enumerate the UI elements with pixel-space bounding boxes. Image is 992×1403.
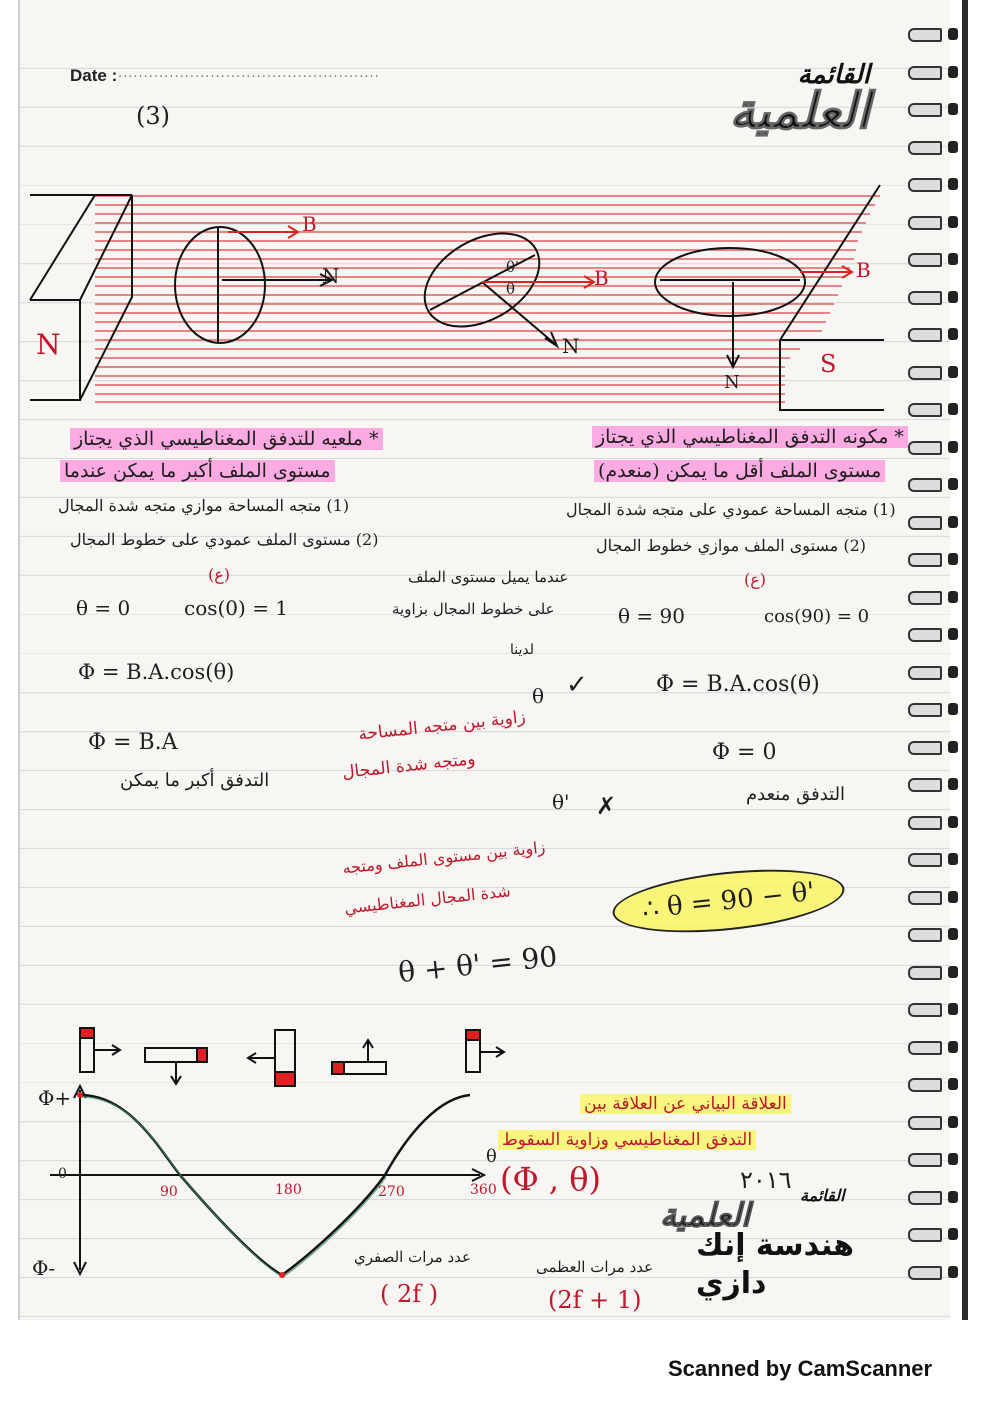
footer-brand-top: القائمة — [800, 1186, 845, 1205]
yellow-equation-dots: ∴ — [640, 892, 669, 925]
graph-axes — [50, 1086, 484, 1274]
graph-origin: 0 — [58, 1166, 67, 1182]
graph-caption-2: التدفق المغناطيسي وزاوية السقوط — [498, 1130, 756, 1150]
right-eq-flux: Φ = B.A.cos(θ) — [656, 672, 820, 697]
center-note-1: عندما يميل مستوى الملف — [408, 568, 569, 586]
footer-year: ٢٠١٦ — [740, 1166, 792, 1194]
brand-logo-top: القائمة — [797, 60, 870, 90]
left-point-2: (2) مستوى الملف عمودي على خطوط المجال — [70, 530, 379, 549]
graph-relation: (Φ , θ) — [500, 1160, 601, 1198]
left-eq-flux: Φ = B.A.cos(θ) — [78, 660, 235, 684]
vector-b-label-3: B — [856, 258, 871, 282]
right-heading-2: مستوى الملف أقل ما يمكن (منعدم) — [594, 460, 885, 482]
theta-correct-symbol: θ — [532, 684, 545, 708]
graph-tick-360: 360 — [470, 1182, 497, 1198]
vector-b-label-2: B — [594, 266, 609, 290]
right-heading-1: * مكونه التدفق المغناطيسي الذي يجتاز — [592, 426, 908, 448]
graph-tick-270: 270 — [378, 1184, 405, 1200]
camscanner-watermark: Scanned by CamScanner — [668, 1356, 933, 1381]
footer-eng-2: دازي — [696, 1266, 767, 1301]
angle-theta-label: θ — [506, 280, 516, 298]
date-label: Date : — [70, 66, 118, 85]
vector-n-label-1: N — [322, 264, 340, 288]
red-note-1: زاوية بين متجه المساحة — [357, 707, 527, 745]
right-result: التدفق منعدم — [746, 784, 846, 805]
red-note-2: ومتجه شدة المجال — [341, 749, 477, 783]
vector-n-label-2: N — [562, 334, 580, 358]
even-count-formula: ( 2f ) — [380, 1280, 439, 1308]
graph-tick-180: 180 — [275, 1182, 302, 1198]
south-pole-label: S — [820, 350, 837, 378]
left-eq-flux-max: Φ = B.A — [88, 730, 178, 755]
left-point-1: (1) متجه المساحة موازي متجه شدة المجال — [58, 496, 350, 515]
cross-mark-icon: ✗ — [596, 792, 617, 820]
left-heading-1: * ملعيه للتدفق المغناطيسي الذي يجتاز — [70, 428, 383, 450]
right-eq-cos: cos(90) = 0 — [764, 606, 870, 627]
odd-count-label: عدد مرات العظمى — [536, 1258, 654, 1276]
curve-min-dot — [279, 1272, 285, 1278]
graph-caption-1: العلاقة البياني عن العلاقة بين — [580, 1094, 791, 1114]
flux-curve-shadow — [82, 1097, 386, 1277]
vector-b-label-1: B — [302, 212, 317, 236]
curve-max-dot — [77, 1092, 83, 1098]
yellow-equation-text: θ = 90 − θ' — [665, 877, 817, 923]
right-point-1: (1) متجه المساحة عمودي على متجه شدة المجال — [566, 500, 896, 519]
north-pole-label: N — [36, 328, 61, 361]
left-result: التدفق أكبر ما يمكن — [120, 770, 270, 791]
footer-brand-main: العلمية — [660, 1196, 750, 1234]
left-eq-cos: cos(0) = 1 — [184, 596, 289, 620]
theta-wrong-symbol: θ' — [552, 790, 570, 814]
graph-y-positive: Φ+ — [38, 1086, 72, 1110]
date-line: ................................................... — [118, 66, 380, 81]
right-point-2: (2) مستوى الملف موازي خطوط المجال — [596, 536, 867, 555]
page-number: (3) — [136, 102, 170, 130]
odd-count-formula: (2f + 1) — [548, 1286, 642, 1314]
left-eq-theta: θ = 0 — [76, 596, 131, 620]
sum-equation: θ + θ' = 90 — [396, 939, 559, 990]
right-eq-flux-zero: Φ = 0 — [712, 740, 777, 765]
check-mark-icon: ✓ — [566, 670, 588, 700]
center-note-2: على خطوط المجال بزاوية — [392, 600, 555, 618]
footer-eng-1: هندسة إنك — [696, 1228, 854, 1263]
even-count-label: عدد مرات الصفري — [354, 1248, 471, 1266]
graph-y-negative: Φ- — [32, 1256, 56, 1280]
vector-n-label-3: N — [724, 372, 740, 393]
right-eq-theta: θ = 90 — [618, 604, 685, 628]
angle-theta-prime-label: θ' — [506, 258, 520, 276]
red-note-3: زاوية بين مستوى الملف ومتجه — [341, 837, 547, 878]
right-then-label: (ع) — [744, 570, 767, 589]
graph-x-axis-label: θ — [486, 1146, 497, 1167]
left-then-label: (ع) — [208, 565, 231, 584]
brand-logo-main: العلمية — [729, 82, 870, 140]
graph-tick-90: 90 — [160, 1184, 178, 1200]
red-note-4: شدة المجال المغناطيسي — [343, 881, 512, 918]
center-note-3: لدينا — [510, 642, 535, 658]
coil-orientation-icons — [80, 1028, 504, 1086]
left-heading-2: مستوى الملف أكبر ما يمكن عندما — [60, 460, 335, 482]
